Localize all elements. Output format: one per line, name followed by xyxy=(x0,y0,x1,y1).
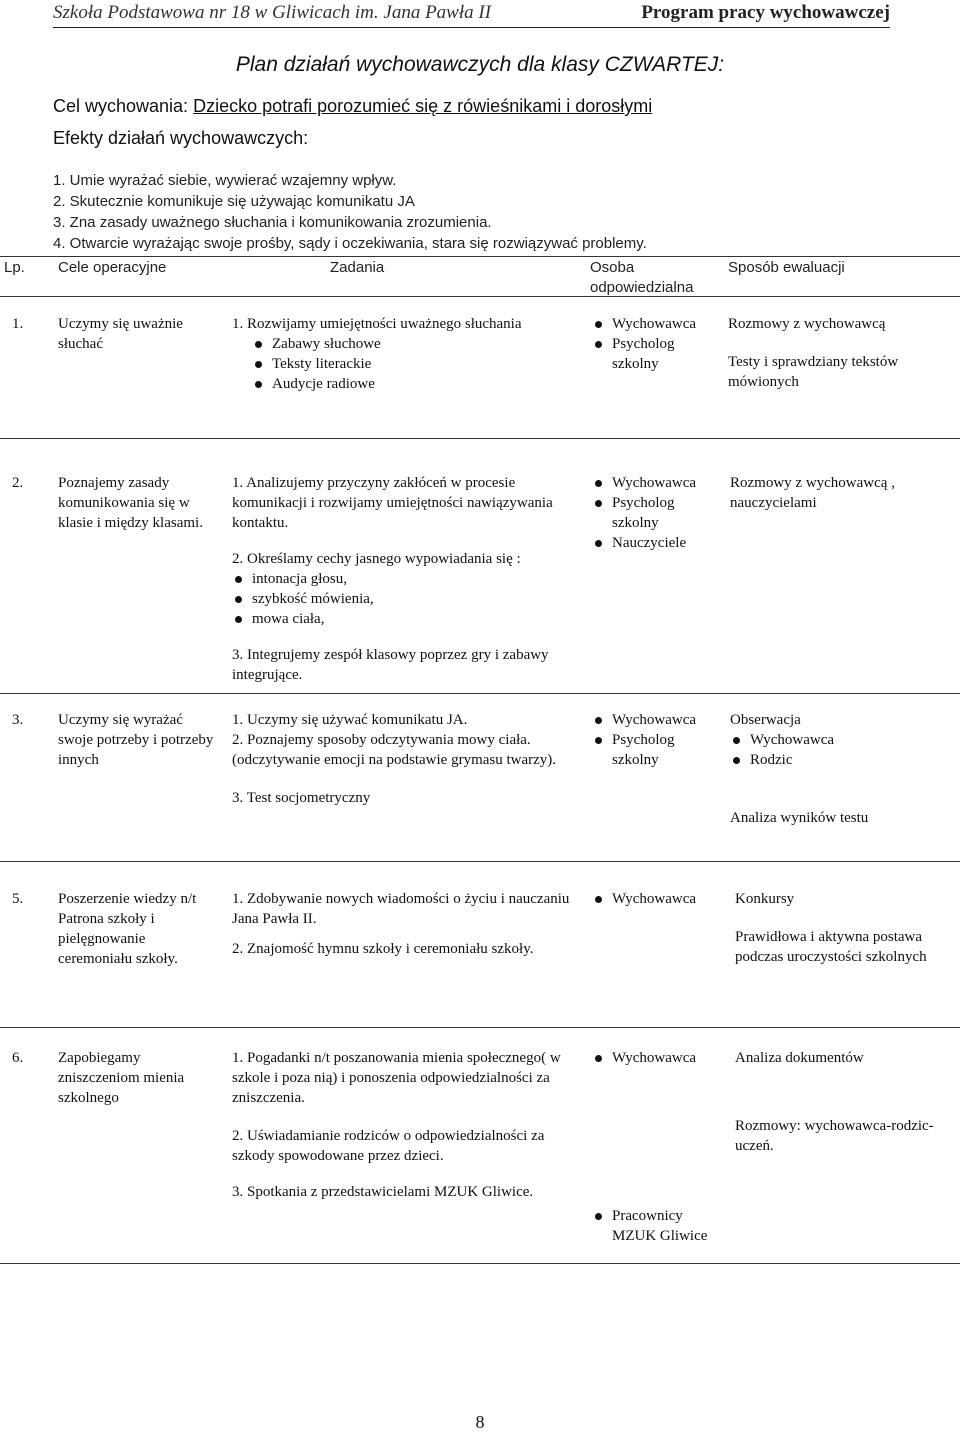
row-lp: 3. xyxy=(12,712,24,728)
task-text: 1. Analizujemy przyczyny zakłóceń w procesie komunikacji i rozwijamy umiejętności nawiązywania kontaktu. xyxy=(232,475,553,531)
task-text: 2. Znajomość hymnu szkoły i ceremoniału szkoły. xyxy=(232,941,534,957)
row-lp: 6. xyxy=(12,1050,24,1066)
row-tasks xyxy=(232,314,577,394)
responsible-person: Wychowawca xyxy=(592,314,717,334)
responsible-person: Psycholog szkolny xyxy=(592,493,717,533)
page-number: 8 xyxy=(475,1412,485,1432)
evaluation-bullets xyxy=(730,730,935,770)
evaluation-text: Testy i sprawdziany tekstów mówionych xyxy=(728,354,899,390)
row-tasks xyxy=(232,473,572,685)
row-tasks xyxy=(232,710,572,808)
responsible-person: Wychowawca xyxy=(592,710,717,730)
row-lp: 5. xyxy=(12,891,24,907)
effect-item: 2. Skutecznie komunikuje się używając komunikatu JA xyxy=(53,193,415,210)
task-text: 2. Określamy cechy jasnego wypowiadania się : xyxy=(232,551,521,567)
evaluation-title: Obserwacja xyxy=(730,712,801,728)
row-goal: Uczymy się wyrażać swoje potrzeby i potrzeby innych xyxy=(58,712,214,768)
header-cele: Cele operacyjne xyxy=(58,259,167,276)
header-sposob: Sposób ewaluacji xyxy=(728,259,845,276)
task-text: 1. Zdobywanie nowych wiadomości o życiu i nauczaniu Jana Pawła II. xyxy=(232,891,570,927)
aim-text: Dziecko potrafi porozumieć się z rówieśnikami i dorosłymi xyxy=(193,96,653,116)
evaluation-text: Rozmowy z wychowawcą xyxy=(728,316,886,332)
row-evaluation xyxy=(735,1048,935,1156)
task-text: 2. Poznajemy sposoby odczytywania mowy ciała. (odczytywanie emocji na podstawie grymasu twarzy). xyxy=(232,732,557,768)
header-osoba: Osoba odpowiedzialna xyxy=(590,259,694,296)
evaluation-text: Rozmowy z wychowawcą , nauczycielami xyxy=(730,475,895,511)
aim-label: Cel wychowania: xyxy=(53,96,189,116)
row-tasks xyxy=(232,1048,572,1202)
responsible-person: Psycholog szkolny xyxy=(592,730,717,770)
table-rule xyxy=(0,256,960,257)
evaluation-text: Konkursy xyxy=(735,891,795,907)
program-title: Program pracy wychowawczej xyxy=(641,2,890,23)
responsible-person: Wychowawca xyxy=(592,473,717,493)
responsible-person: Wychowawca xyxy=(592,1048,717,1068)
task-bullet: mowa ciała, xyxy=(232,609,572,629)
row-lp: 2. xyxy=(12,475,24,491)
row-responsible xyxy=(592,1048,717,1068)
table-rule xyxy=(0,861,960,862)
task-text: 1. Uczymy się używać komunikatu JA. xyxy=(232,712,468,728)
evaluation-text: Prawidłowa i aktywna postawa podczas uroczystości szkolnych xyxy=(735,929,927,965)
effect-item: 3. Zna zasady uważnego słuchania i komunikowania zrozumienia. xyxy=(53,214,492,231)
row-goal: Poznajemy zasady komunikowania się w klasie i między klasami. xyxy=(58,475,203,531)
responsible-list xyxy=(592,473,717,553)
row-responsible-2 xyxy=(592,1206,717,1246)
page-title: Plan działań wychowawczych dla klasy CZWARTEJ: xyxy=(235,53,725,76)
effect-item: 4. Otwarcie wyrażając swoje prośby, sądy i oczekiwania, stara się rozwiązywać problemy. xyxy=(53,235,647,252)
task-text: 3. Spotkania z przedstawicielami MZUK Gliwice. xyxy=(232,1184,534,1200)
page-header xyxy=(0,0,960,28)
task-text: 2. Uświadamianie rodziców o odpowiedzialności za szkody spowodowane przez dzieci. xyxy=(232,1128,545,1164)
evaluation-text: Rozmowy: wychowawca-rodzic-uczeń. xyxy=(735,1118,934,1154)
evaluation-text: Analiza wyników testu xyxy=(730,810,869,826)
effects-list xyxy=(53,170,647,254)
row-evaluation xyxy=(730,473,935,513)
table-rule xyxy=(0,438,960,439)
table-rule xyxy=(0,296,960,297)
effect-item: 1. Umie wyrażać siebie, wywierać wzajemny wpływ. xyxy=(53,172,397,189)
responsible-person: Wychowawca xyxy=(592,889,717,909)
task-bullet: Zabawy słuchowe xyxy=(252,334,577,354)
row-goal: Poszerzenie wiedzy n/t Patrona szkoły i pielęgnowanie ceremoniału szkoły. xyxy=(58,891,197,967)
task-text: 1. Rozwijamy umiejętności uważnego słuchania xyxy=(232,316,522,332)
task-text: 3. Test socjometryczny xyxy=(232,790,371,806)
row-responsible xyxy=(592,889,717,909)
responsible-list xyxy=(592,1048,717,1068)
evaluation-bullet: Wychowawca xyxy=(730,730,935,750)
responsible-person: Nauczyciele xyxy=(592,533,717,553)
table-rule xyxy=(0,693,960,694)
row-responsible xyxy=(592,710,717,770)
task-bullets xyxy=(232,569,572,629)
responsible-list xyxy=(592,889,717,909)
header-lp: Lp. xyxy=(4,259,25,276)
responsible-person: Psycholog szkolny xyxy=(592,334,717,374)
row-responsible xyxy=(592,314,717,374)
row-goal: Uczymy się uważnie słuchać xyxy=(58,316,183,352)
evaluation-bullet: Rodzic xyxy=(730,750,935,770)
evaluation-text: Analiza dokumentów xyxy=(735,1050,864,1066)
row-responsible xyxy=(592,473,717,553)
educational-aim xyxy=(53,95,652,117)
task-bullet: szybkość mówienia, xyxy=(232,589,572,609)
row-lp: 1. xyxy=(12,316,24,332)
task-text: 1. Pogadanki n/t poszanowania mienia społecznego( w szkole i poza nią) i ponoszenia odpowiedzialności za zniszczenia. xyxy=(232,1050,561,1106)
school-name: Szkoła Podstawowa nr 18 w Gliwicach im. Jana Pawła II xyxy=(53,2,492,23)
row-evaluation xyxy=(728,314,938,392)
header-zadania: Zadania xyxy=(330,259,385,276)
header-rule xyxy=(53,27,890,28)
task-bullet: Audycje radiowe xyxy=(252,374,577,394)
row-goal: Zapobiegamy zniszczeniom mienia szkolnego xyxy=(58,1050,185,1106)
responsible-list xyxy=(592,314,717,374)
task-text: 3. Integrujemy zespół klasowy poprzez gry i zabawy integrujące. xyxy=(232,647,549,683)
responsible-person: Pracownicy MZUK Gliwice xyxy=(592,1206,717,1246)
table-rule xyxy=(0,1027,960,1028)
task-bullet: Teksty literackie xyxy=(252,354,577,374)
table-rule xyxy=(0,1263,960,1264)
responsible-list xyxy=(592,710,717,770)
responsible-list xyxy=(592,1206,717,1246)
task-bullet: intonacja głosu, xyxy=(232,569,572,589)
task-bullets xyxy=(232,334,577,394)
effects-label: Efekty działań wychowawczych: xyxy=(53,128,309,148)
row-evaluation xyxy=(735,889,945,967)
row-tasks xyxy=(232,889,572,959)
row-evaluation xyxy=(730,710,935,828)
